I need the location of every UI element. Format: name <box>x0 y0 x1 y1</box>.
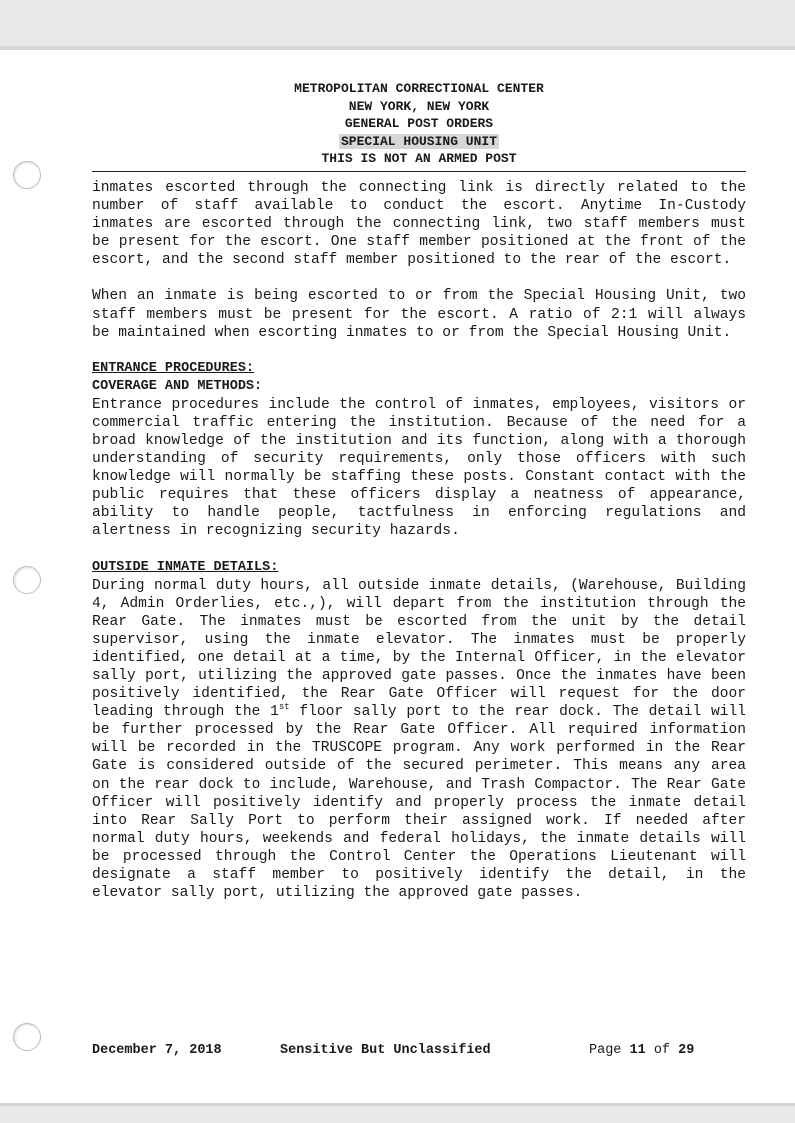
document-header <box>92 80 746 168</box>
paragraph-shu-escort: When an inmate is being escorted to or from the Special Housing Unit, two staff members must be present for the escort. A ratio of 2:1 will always be maintained when escorting inmates to or from the Special Housing Unit. <box>92 288 746 341</box>
ordinal-suffix: st <box>278 702 290 713</box>
footer-classification: Sensitive But Unclassified <box>280 1043 491 1058</box>
page-number: 11 <box>629 1043 646 1058</box>
punch-hole-bottom <box>13 1023 41 1051</box>
footer-page-indicator: Page 11 of 29 <box>589 1043 695 1058</box>
header-armed-status: THIS IS NOT AN ARMED POST <box>321 151 517 166</box>
document-body <box>92 179 746 902</box>
scan-top-band <box>0 0 795 50</box>
header-institution: METROPOLITAN CORRECTIONAL CENTER <box>294 81 544 96</box>
scan-bottom-edge <box>0 1103 795 1106</box>
paragraph-entrance-procedures: Entrance procedures include the control of inmates, employees, visitors or commercial traffic entering the institution. Because of the need for a broad knowledge of the institution and its function, along with a thorough understanding of security requirements, only those officers with such knowledge will normally be staffing these posts. Constant contact with the public requires that these officers display a neatness of appearance, ability to handle people, tactfulness in enforcing regulations and alertness in recognizing security hazards. <box>92 396 746 540</box>
page-total: 29 <box>678 1043 695 1058</box>
scan-top-edge <box>0 46 795 50</box>
section-heading-outside-details: OUTSIDE INMATE DETAILS: <box>92 559 279 575</box>
header-location: NEW YORK, NEW YORK <box>348 98 490 114</box>
paragraph-outside-details: During normal duty hours, all outside inmate details, (Warehouse, Building 4, Admin Orderlies, etc.,), will depart from the institution through the Rear Gate. The inmates must be escorted from the unit by the detail supervisor, using the inmate elevator. The inmates must be properly identified, one detail at a time, by the Internal Officer, in the elevator sally port, utilizing the approved gate passes. Once the inmates have been positively identified, the Rear Gate Officer will request for the door leading through the 1st floor sally port to the rear dock. The detail will be further processed by the Rear Gate Officer. All required information will be recorded in the TRUSCOPE program. Any work performed in the Rear Gate is considered outside of the secured perimeter. This means any area on the rear dock to include, Warehouse, and Trash Compactor. The Rear Gate Officer will positively identify and properly process the inmate detail into Rear Sally Port to perform their assigned work. If needed after normal duty hours, weekends and federal holidays, the inmate details will be processed through the Control Center the Operations Lieutenant will designate a staff member to positively identify the detail, in the elevator sally port, utilizing the approved gate passes. <box>92 577 746 902</box>
section-heading-entrance: ENTRANCE PROCEDURES: <box>92 360 255 376</box>
scan-bottom-band <box>0 1103 795 1123</box>
section-subheading-coverage: COVERAGE AND METHODS: <box>92 378 263 394</box>
header-post-name: SPECIAL HOUSING UNIT <box>340 133 498 149</box>
punch-hole-middle <box>13 566 41 594</box>
paragraph-escort-continued: inmates escorted through the connecting link is directly related to the number of staff available to conduct the escort. Anytime In-Custody inmates are escorted through the connecting link, two staff members must be present for the escort. One staff member positioned at the front of the escort, and the second staff member positioned to the rear of the escort. <box>92 180 746 269</box>
punch-hole-top <box>13 161 41 189</box>
header-post-name-wrapper <box>92 133 746 151</box>
footer-date: December 7, 2018 <box>92 1043 222 1058</box>
header-divider <box>92 171 746 172</box>
header-document-type: GENERAL POST ORDERS <box>344 116 494 131</box>
